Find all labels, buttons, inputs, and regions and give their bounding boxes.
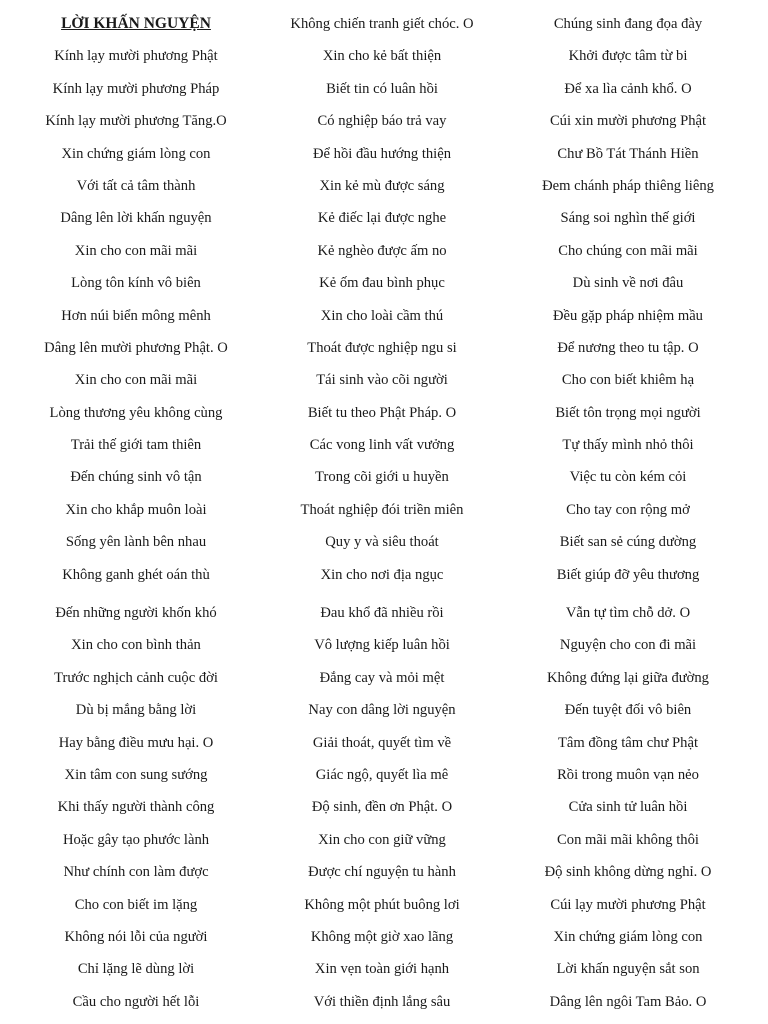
verse-line: Với tất cả tâm thành — [76, 177, 196, 194]
verse-line: Để hồi đầu hướng thiện — [312, 145, 452, 162]
verse-line: Lòng tôn kính vô biên — [71, 275, 201, 292]
verse-line: Biết tin có luân hồi — [326, 80, 438, 97]
verse-line: Tái sinh vào cõi người — [316, 372, 448, 389]
verse-line: Khởi được tâm từ bi — [568, 48, 688, 65]
verse-line: Trải thế giới tam thiên — [70, 437, 202, 454]
verse-line: Lời khấn nguyện sắt son — [556, 961, 700, 978]
verse-line: Đến những người khốn khó — [55, 605, 217, 622]
verse-line: Không chiến tranh giết chóc. O — [290, 16, 474, 32]
verse-line: Xin kẻ mù được sáng — [319, 177, 445, 194]
verse-line: Cúi xin mười phương Phật — [549, 113, 707, 130]
verse-line: Nay con dâng lời nguyện — [308, 702, 456, 719]
verse-line: Hơn núi biển mông mênh — [61, 307, 211, 324]
verse-line: Cầu cho người hết lỗi — [72, 993, 200, 1010]
verse-line: Chúng sinh đang đọa đày — [553, 16, 703, 32]
verse-line: Cúi lạy mười phương Phật — [550, 896, 706, 913]
verse-line: Xin vẹn toàn giới hạnh — [314, 961, 450, 978]
verse-line: Cho con biết im lặng — [74, 896, 198, 913]
verse-line: Đắng cay và mỏi mệt — [319, 669, 445, 686]
column-2 — [254, 8, 510, 1018]
verse-line: Sáng soi nghìn thế giới — [560, 210, 696, 227]
verse-line: Thoát nghiệp đói triền miên — [300, 501, 464, 518]
verse-line: Không đứng lại giữa đường — [547, 669, 709, 686]
verse-line: Không một giờ xao lãng — [310, 928, 454, 945]
verse-line: Cho con biết khiêm hạ — [561, 372, 695, 389]
verse-line: Kính lạy mười phương Tăng.O — [45, 113, 227, 130]
verse-line: Sống yên lành bên nhau — [65, 534, 207, 551]
verse-line: Chư Bồ Tát Thánh Hiền — [557, 145, 699, 162]
verse-line: Xin cho kẻ bất thiện — [322, 48, 442, 65]
verse-line: Dâng lên lời khấn nguyện — [60, 210, 212, 227]
verse-line: Dâng lên ngôi Tam Bảo. O — [549, 993, 707, 1010]
verse-line: Xin chứng giám lòng con — [61, 145, 211, 162]
verse-line: Dâng lên mười phương Phật. O — [44, 339, 228, 356]
verse-line: Độ sinh, đền ơn Phật. O — [311, 799, 453, 816]
verse-line: Đến chúng sinh vô tận — [70, 469, 202, 486]
verse-line: Quy y và siêu thoát — [325, 534, 439, 551]
verse-line: Không ganh ghét oán thù — [62, 566, 210, 583]
verse-line: Đến tuyệt đối vô biên — [564, 702, 692, 719]
verse-line: Cho chúng con mãi mãi — [558, 242, 698, 259]
verse-line: Dù sinh về nơi đâu — [572, 275, 684, 292]
verse-line: Trong cõi giới u huyền — [315, 469, 449, 486]
verse-line: Cho tay con rộng mở — [566, 501, 690, 518]
verse-line: Được chí nguyện tu hành — [308, 864, 456, 881]
verse-line: Xin cho nơi địa ngục — [320, 566, 444, 583]
verse-line: Xin chứng giám lòng con — [553, 928, 703, 945]
verse-line: Giải thoát, quyết tìm về — [312, 734, 452, 751]
verse-line: Không một phút buông lơi — [304, 896, 460, 913]
document-title: LỜI KHẤN NGUYỆN — [61, 15, 211, 32]
verse-line: Đau khổ đã nhiều rồi — [320, 605, 444, 622]
verse-line: Biết giúp đỡ yêu thương — [556, 566, 700, 583]
verse-line: Vẫn tự tìm chỗ dở. O — [565, 605, 691, 622]
verse-line: Tự thấy mình nhỏ thôi — [562, 437, 694, 454]
verse-line: Con mãi mãi không thôi — [557, 831, 699, 848]
verse-line: Hoặc gây tạo phước lành — [62, 831, 210, 848]
verse-line: Cửa sinh tử luân hồi — [568, 799, 688, 816]
verse-line: Độ sinh không dừng nghỉ. O — [544, 864, 712, 881]
verse-line: Để nương theo tu tập. O — [557, 339, 699, 356]
verse-line: Xin cho loài cầm thú — [320, 307, 444, 324]
column-3 — [500, 8, 756, 1018]
verse-line: Đem chánh pháp thiêng liêng — [542, 177, 714, 194]
verse-line: Xin tâm con sung sướng — [64, 766, 208, 783]
verse-line: Kẻ nghèo được ấm no — [317, 242, 447, 259]
verse-line: Kính lạy mười phương Pháp — [52, 80, 220, 97]
column-1 — [12, 8, 260, 1018]
verse-line: Đều gặp pháp nhiệm mầu — [553, 307, 703, 324]
verse-line: Chỉ lặng lẽ dùng lời — [77, 961, 195, 978]
verse-line: Các vong linh vất vưởng — [309, 437, 455, 454]
verse-line: Biết tôn trọng mọi người — [555, 404, 701, 421]
verse-line: Giác ngộ, quyết lìa mê — [315, 766, 449, 783]
verse-line: Thoát được nghiệp ngu si — [307, 339, 457, 356]
verse-line: Kính lạy mười phương Phật — [54, 48, 218, 65]
verse-line: Xin cho con mãi mãi — [74, 372, 198, 389]
verse-line: Vô lượng kiếp luân hồi — [314, 637, 450, 654]
verse-line: Kẻ ốm đau bình phục — [319, 275, 445, 292]
verse-line: Như chính con làm được — [63, 864, 209, 881]
verse-line: Không nói lỗi của người — [64, 928, 208, 945]
verse-line: Nguyện cho con đi mãi — [559, 637, 697, 654]
verse-line: Khi thấy người thành công — [57, 799, 215, 816]
verse-line: Xin cho con mãi mãi — [74, 242, 198, 259]
verse-line: Việc tu còn kém cỏi — [569, 469, 687, 486]
verse-line: Biết san sẻ cúng dường — [559, 534, 697, 551]
verse-line: Xin cho con giữ vững — [318, 831, 446, 848]
verse-line: Rồi trong muôn vạn nẻo — [557, 766, 699, 783]
verse-line: Để xa lìa cảnh khổ. O — [564, 80, 692, 97]
verse-line: Biết tu theo Phật Pháp. O — [307, 404, 457, 421]
verse-line: Có nghiệp báo trả vay — [317, 113, 447, 130]
verse-line: Kẻ điếc lại được nghe — [317, 210, 447, 227]
verse-line: Hay bằng điều mưu hại. O — [58, 734, 214, 751]
verse-line: Lòng thương yêu không cùng — [49, 404, 223, 421]
verse-line: Dù bị mắng bằng lời — [75, 702, 197, 719]
verse-line: Với thiền định lắng sâu — [313, 993, 451, 1010]
verse-line: Trước nghịch cảnh cuộc đời — [54, 669, 218, 686]
verse-line: Xin cho con bình thản — [71, 637, 201, 654]
verse-line: Xin cho khắp muôn loài — [65, 501, 207, 518]
verse-line: Tâm đồng tâm chư Phật — [557, 734, 699, 751]
